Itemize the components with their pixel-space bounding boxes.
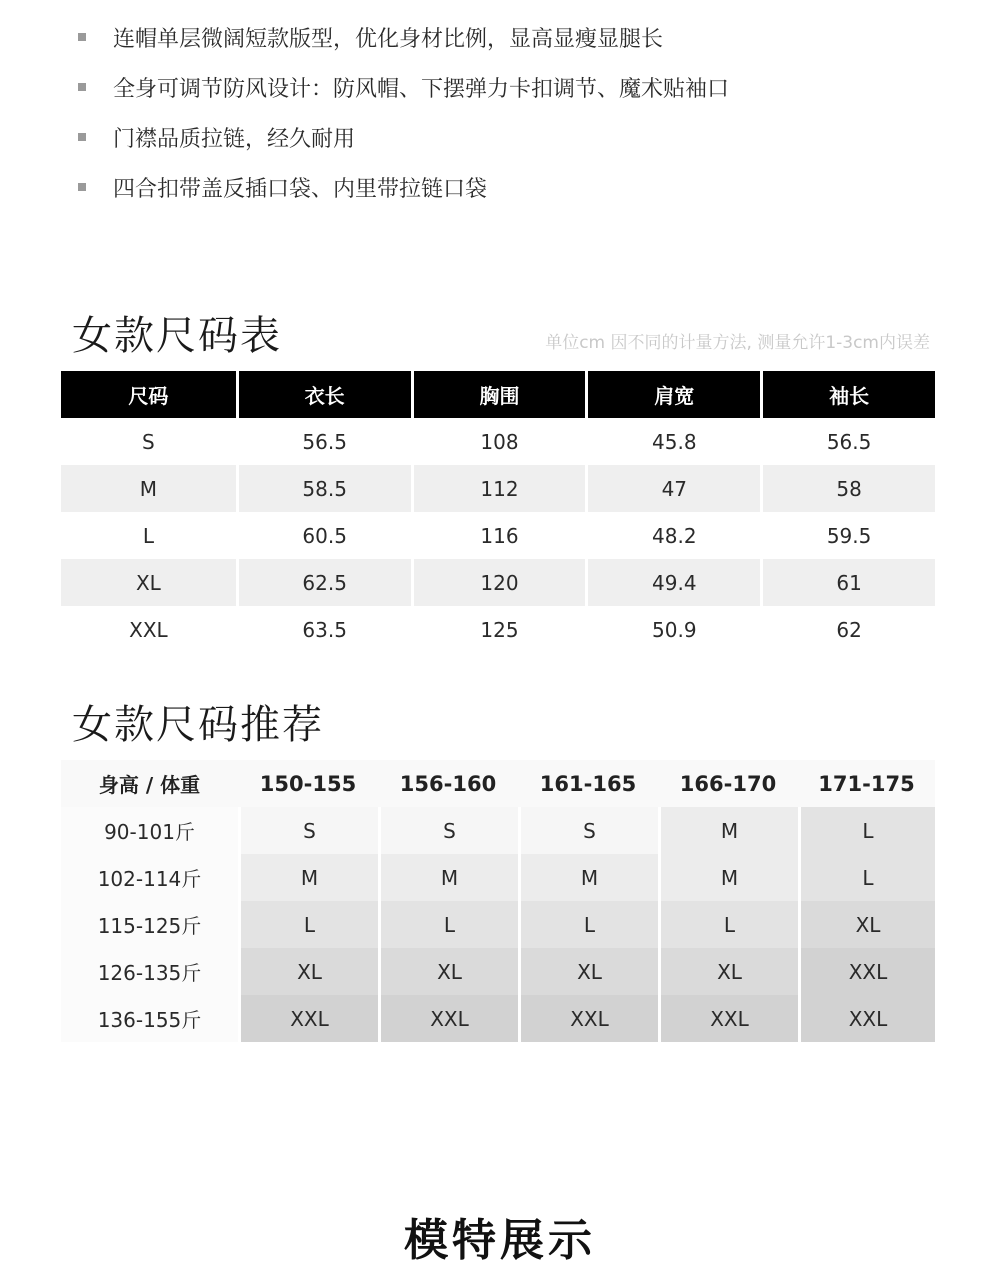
feature-list [78,12,729,212]
table-row [61,807,935,854]
table-row [61,418,935,465]
table-cell: 120 [411,559,586,606]
table-row [61,512,935,559]
recommend-cell: M [658,854,798,901]
square-bullet-icon [78,133,86,141]
recommend-header-row [61,760,935,807]
recommend-cell: L [658,901,798,948]
header-cell: 161-165 [518,760,658,807]
table-cell: XXL [129,617,168,642]
table-cell: 59.5 [760,512,935,559]
table-cell: 62.5 [236,559,411,606]
recommend-cell: XL [238,948,378,995]
recommend-cell: M [658,807,798,854]
recommend-cell: M [518,854,658,901]
table-cell: 60.5 [236,512,411,559]
square-bullet-icon [78,183,86,191]
header-cell: 胸围 [411,371,586,418]
recommend-cell: XXL [658,995,798,1042]
table-cell: 61 [760,559,935,606]
feature-item [78,162,729,212]
recommend-cell: XXL [798,948,935,995]
recommend-cell: L [798,854,935,901]
recommend-cell: XXL [798,995,935,1042]
recommend-cell: L [518,901,658,948]
table-cell: 47 [585,465,760,512]
table-cell: 125 [411,606,586,653]
measurement-note: 单位cm 因不同的计量方法, 测量允许1-3cm内误差 [545,333,930,353]
size-chart-header-row [61,371,935,418]
table-row [61,854,935,901]
size-recommend-table [61,760,935,1042]
table-cell: 50.9 [585,606,760,653]
header-cell: 150-155 [238,760,378,807]
table-row [61,606,935,653]
weight-cell: 126-135斤 [61,948,238,995]
header-cell: 袖长 [760,371,935,418]
header-cell: 衣长 [236,371,411,418]
table-cell: 56.5 [236,418,411,465]
recommend-cell: L [238,901,378,948]
table-cell: 108 [411,418,586,465]
header-cell: 肩宽 [585,371,760,418]
table-cell: 58 [760,465,935,512]
header-cell: 身高 / 体重 [61,760,238,807]
recommend-cell: S [518,807,658,854]
recommend-cell: M [238,854,378,901]
recommend-cell: XXL [238,995,378,1042]
feature-text: 连帽单层微阔短款版型，优化身材比例，显高显瘦显腿长 [113,26,664,52]
table-row [61,995,935,1042]
table-cell: 116 [411,512,586,559]
table-cell: 49.4 [585,559,760,606]
table-cell: 62 [760,606,935,653]
weight-cell: 115-125斤 [61,901,238,948]
table-cell: M [61,465,236,512]
table-cell: S [142,429,155,454]
feature-item [78,112,729,162]
feature-item [78,62,729,112]
recommend-cell: S [378,807,518,854]
table-cell: L [142,523,154,548]
header-cell: 171-175 [798,760,935,807]
table-cell: 48.2 [585,512,760,559]
table-cell: 45.8 [585,418,760,465]
table-cell: 63.5 [236,606,411,653]
size-recommend-title: 女款尺码推荐 [72,702,324,748]
weight-cell: 136-155斤 [61,995,238,1042]
square-bullet-icon [78,83,86,91]
table-cell: XL [61,559,236,606]
table-cell: 112 [411,465,586,512]
table-row [61,465,935,512]
header-cell: 156-160 [378,760,518,807]
feature-text: 门襟品质拉链，经久耐用 [113,126,356,152]
feature-text: 全身可调节防风设计：防风帽、下摆弹力卡扣调节、魔术贴袖口 [113,76,730,102]
table-row [61,948,935,995]
recommend-cell: M [378,854,518,901]
recommend-cell: XXL [378,995,518,1042]
table-row [61,559,935,606]
feature-item [78,12,729,62]
weight-cell: 102-114斤 [61,854,238,901]
table-row [61,901,935,948]
recommend-cell: S [238,807,378,854]
recommend-cell: XXL [518,995,658,1042]
recommend-cell: XL [798,901,935,948]
size-chart-title: 女款尺码表 [72,313,282,359]
square-bullet-icon [78,33,86,41]
header-cell: 尺码 [61,371,236,418]
recommend-cell: XL [378,948,518,995]
recommend-cell: XL [658,948,798,995]
table-cell: 56.5 [760,418,935,465]
header-cell: 166-170 [658,760,798,807]
feature-text: 四合扣带盖反插口袋、内里带拉链口袋 [113,176,488,202]
model-showcase-title: 模特展示 [404,1215,596,1266]
recommend-cell: L [798,807,935,854]
size-chart-table [61,371,935,653]
weight-cell: 90-101斤 [61,807,238,854]
recommend-cell: XL [518,948,658,995]
table-cell: 58.5 [236,465,411,512]
recommend-cell: L [378,901,518,948]
